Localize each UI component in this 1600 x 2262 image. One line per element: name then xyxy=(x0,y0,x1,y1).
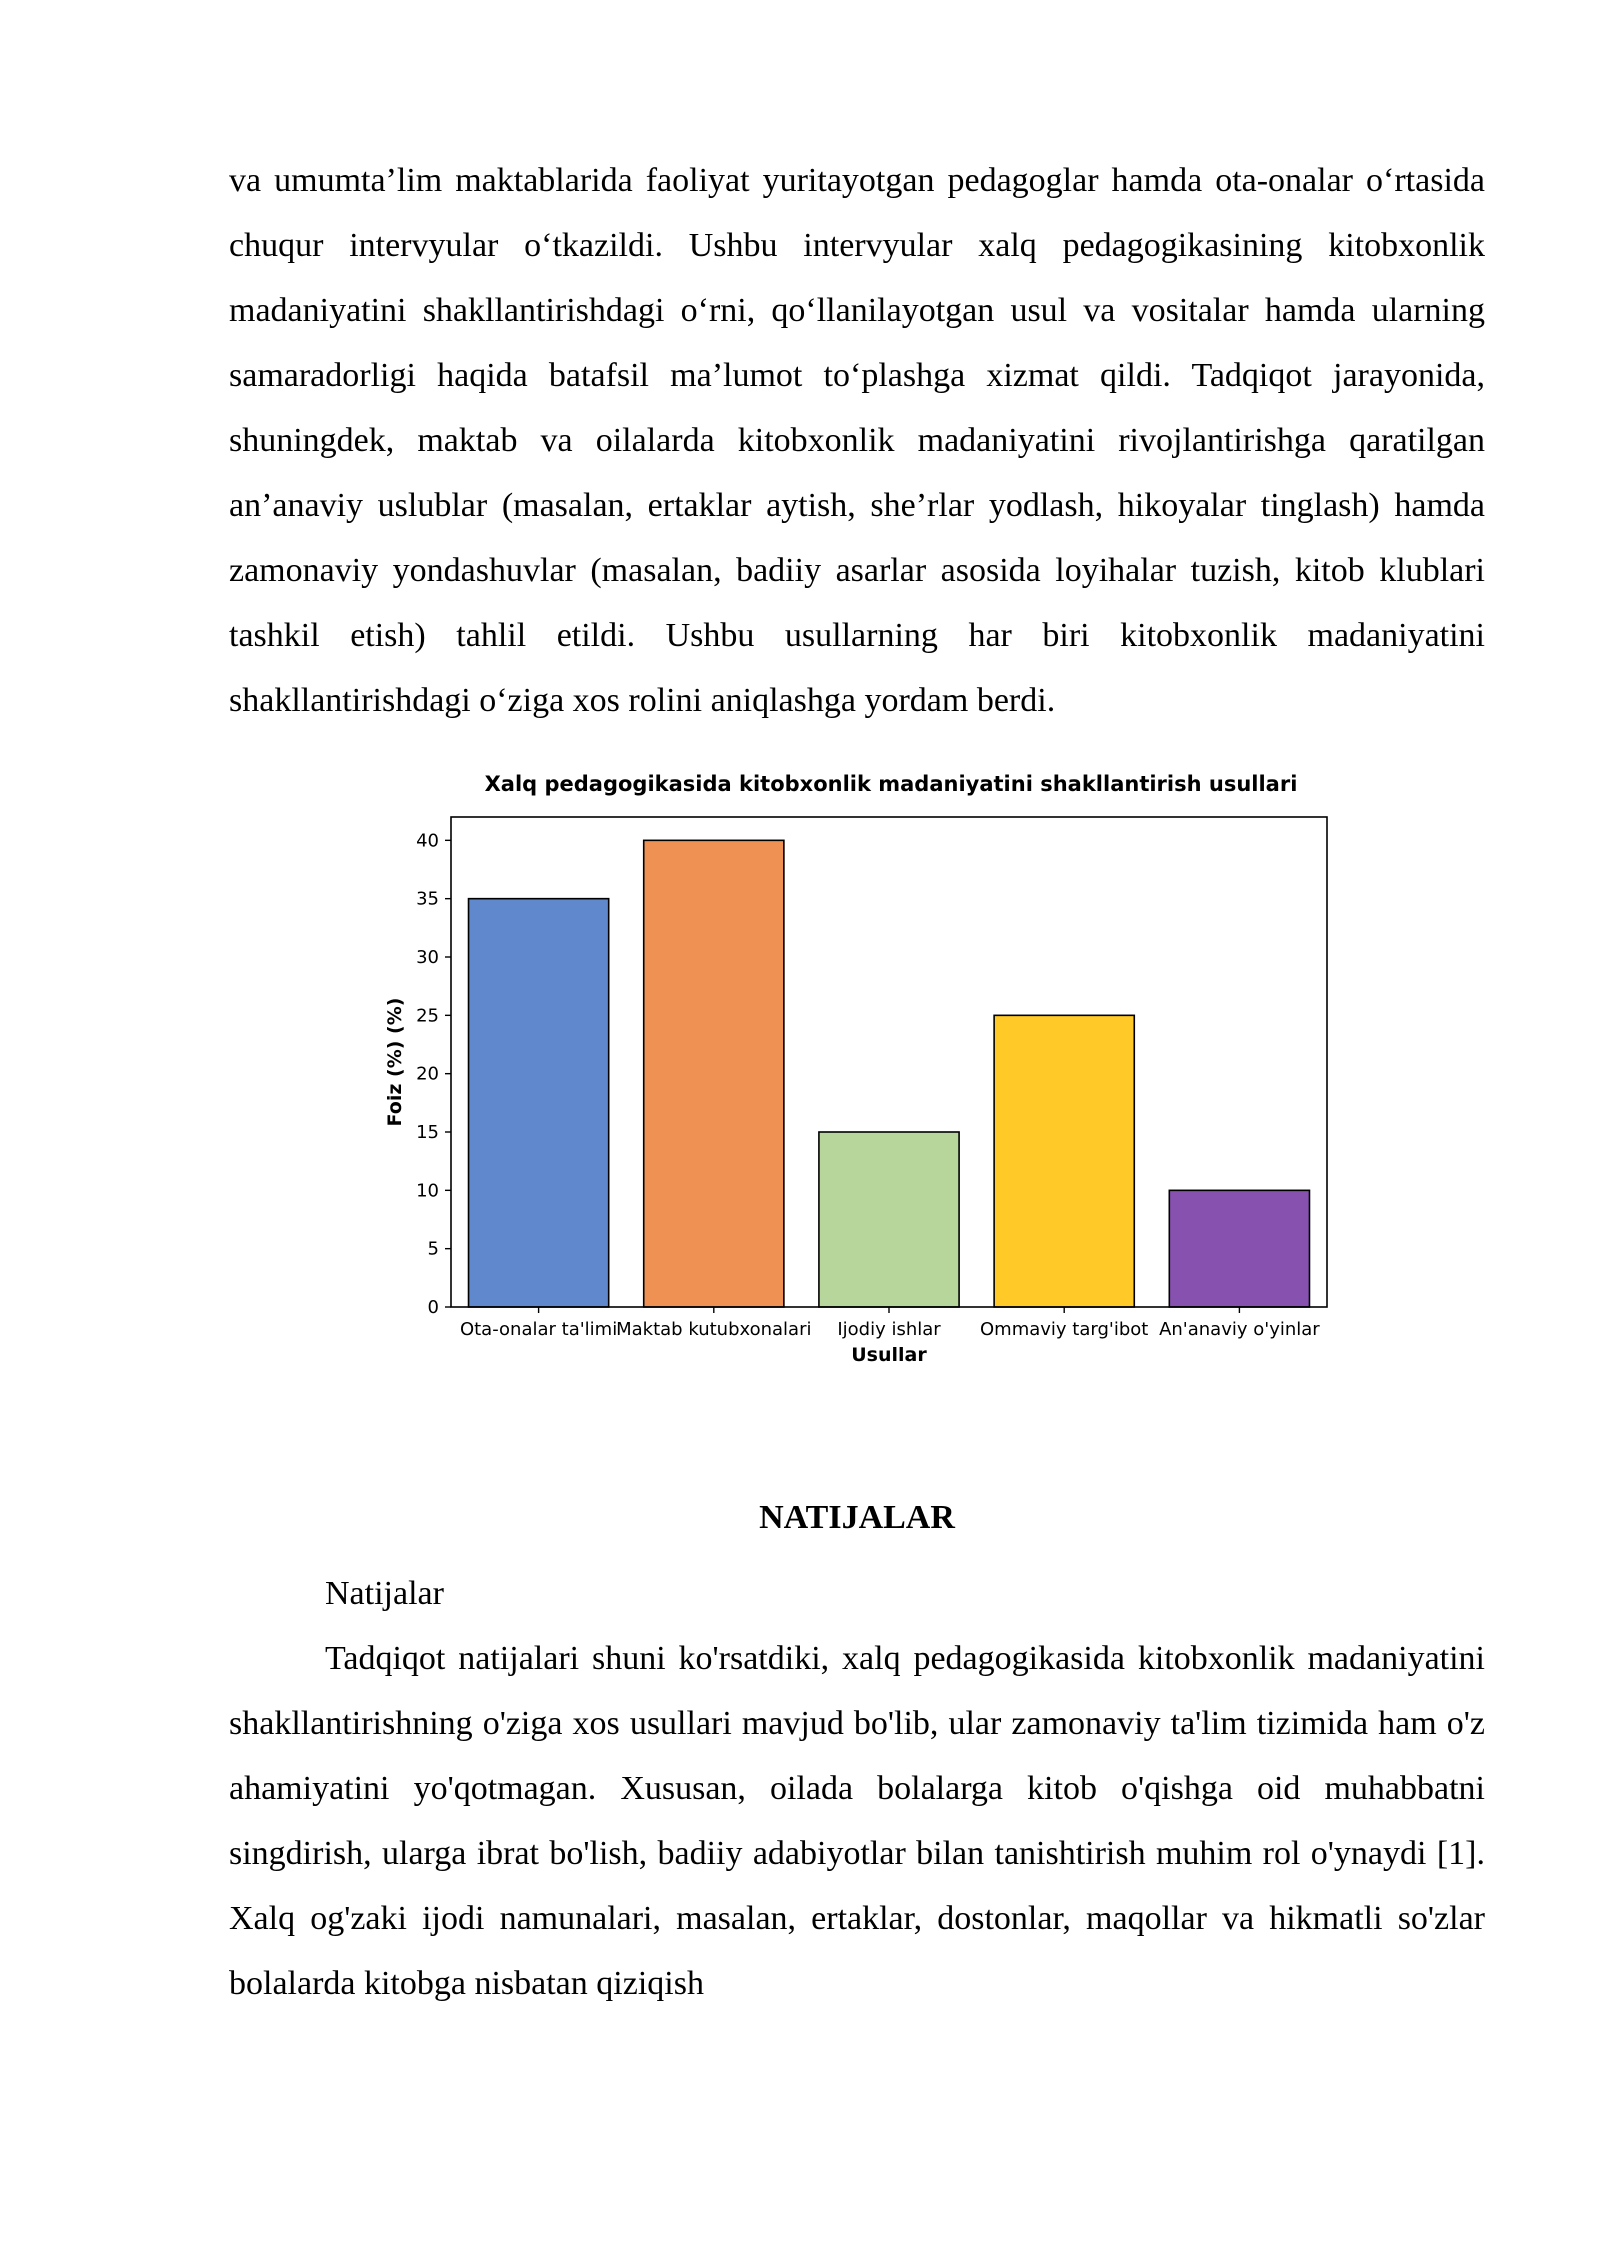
y-tick-label: 20 xyxy=(416,1063,439,1085)
y-tick-label: 0 xyxy=(427,1297,439,1318)
x-tick-label: Ijodiy ishlar xyxy=(837,1319,941,1340)
x-tick-label: Ota-onalar ta'limi xyxy=(459,1319,618,1340)
document-page xyxy=(229,148,1485,2016)
x-tick-label: An'anaviy o'yinlar xyxy=(1159,1319,1320,1340)
section-heading: NATIJALAR xyxy=(759,1499,955,1536)
subsection-label: Natijalar xyxy=(325,1575,444,1612)
y-tick-label: 40 xyxy=(416,830,439,852)
y-axis-label: Foiz (%) (%) xyxy=(384,997,406,1127)
y-tick-label: 15 xyxy=(416,1122,439,1143)
bar-chart-figure xyxy=(229,747,1485,1435)
body-paragraph-intro: va umumta’lim maktablarida faoliyat yuritayotgan pedagoglar hamda ota-onalar o‘rtasida chuqur intervyular o‘tkazildi. Ushbu intervyular xalq pedagogikasining kitobxonlik madaniyatini shakllantirishdagi o‘rni, qo‘llanilayotgan usul va vositalar hamda ularning samaradorligi haqida batafsil ma’lumot to‘plashga xizmat qildi. Tadqiqot jarayonida, shuningdek, maktab va oilalarda kitobxonlik madaniyatini rivojlantirishga qaratilgan an’anaviy uslublar (masalan, ertaklar aytish, she’rlar yodlash, hikoyalar tinglash) hamda zamonaviy yondashuvlar (masalan, badiiy asarlar asosida loyihalar tuzish, kitob klublari tashkil etish) tahlil etildi. Ushbu usullarning har biri kitobxonlik madaniyatini shakllantirishdagi o‘ziga xos rolini aniqlashga yordam berdi. xyxy=(229,162,1485,719)
y-tick-label: 25 xyxy=(416,1005,439,1027)
bar-5 xyxy=(1169,1190,1309,1307)
y-tick-label: 10 xyxy=(416,1180,439,1202)
bar-2 xyxy=(644,840,784,1307)
bar-chart xyxy=(229,747,1485,1435)
y-tick-label: 30 xyxy=(416,947,439,968)
y-tick-label: 5 xyxy=(427,1238,439,1260)
chart-title: Xalq pedagogikasida kitobxonlik madaniyatini shakllantirish usullari xyxy=(484,772,1298,796)
bar-3 xyxy=(819,1132,959,1307)
x-tick-label: Ommaviy targ'ibot xyxy=(980,1319,1149,1340)
bar-4 xyxy=(994,1015,1134,1307)
bar-1 xyxy=(469,899,609,1307)
x-axis-label: Usullar xyxy=(851,1344,927,1366)
body-paragraph-results: Tadqiqot natijalari shuni ko'rsatdiki, xalq pedagogikasida kitobxonlik madaniyatini shakllantirishning o'ziga xos usullari mavjud bo'lib, ular zamonaviy ta'lim tizimida ham o'z ahamiyatini yo'qotmagan. Xususan, oilada bolalarga kitob o'qishga oid muhabbatni singdirish, ularga ibrat bo'lish, badiiy adabiyotlar bilan tanishtirish muhim rol o'ynaydi [1]. Xalq og'zaki ijodi namunalari, masalan, ertaklar, dostonlar, maqollar va hikmatli so'zlar bolalarda kitobga nisbatan qiziqish xyxy=(229,1640,1485,2002)
x-tick-label: Maktab kutubxonalari xyxy=(616,1319,812,1340)
y-tick-label: 35 xyxy=(416,888,439,910)
